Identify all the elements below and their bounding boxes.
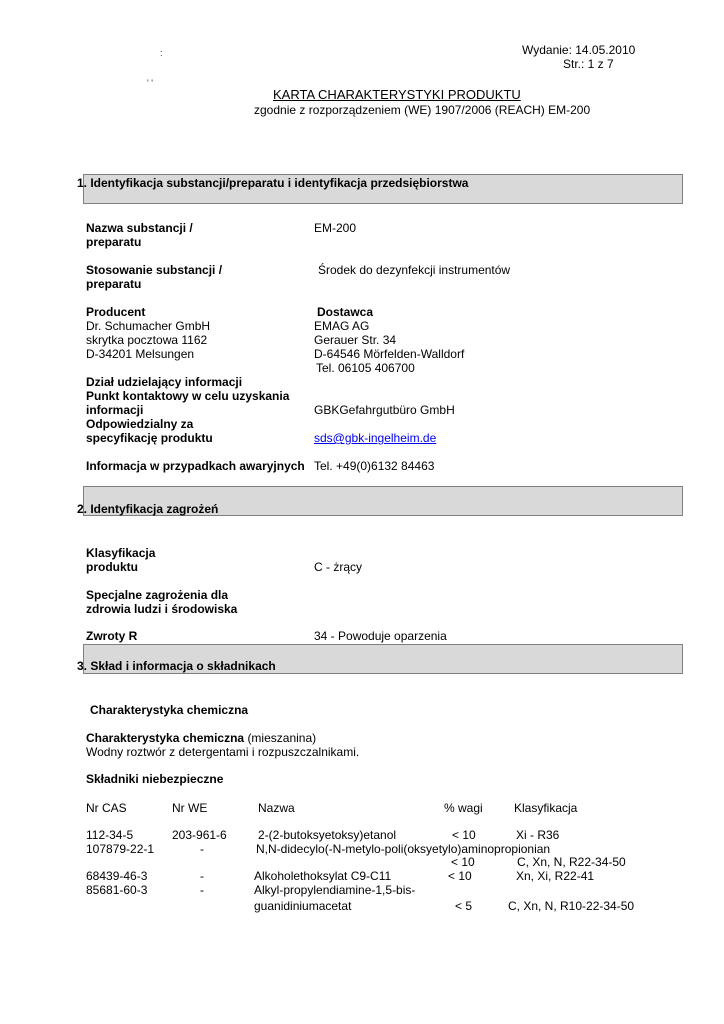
column-header-cas: Nr CAS — [86, 801, 127, 815]
contact-point-label: Punkt kontaktowy w celu uzyskania — [86, 389, 290, 403]
substance-name-label: Nazwa substancji / — [86, 221, 193, 235]
document-title: KARTA CHARAKTERYSTYKI PRODUKTU — [273, 87, 521, 102]
special-hazards-label: Specjalne zagrożenia dla — [86, 588, 229, 602]
column-header-name: Nazwa — [258, 801, 295, 815]
producer-line: Dr. Schumacher GmbH — [86, 319, 211, 333]
section-1-title: 1. Identyfikacja substancji/preparatu i identyfikacja przedsiębiorstwa — [77, 176, 469, 190]
producer-label: Producent — [86, 305, 146, 319]
contact-point-value: GBKGefahrgutbüro GmbH — [314, 403, 455, 417]
column-header-class: Klasyfikacja — [514, 801, 578, 815]
issue-date: Wydanie: 14.05.2010 — [522, 43, 636, 57]
chem-label: Charakterystyka chemiczna — [86, 731, 245, 745]
table-row-name: N,N-didecylo(-N-metylo-poli(oksyetylo)aminopropionian — [256, 842, 551, 856]
table-row-class: C, Xn, N, R10-22-34-50 — [508, 899, 635, 913]
table-row-name: Alkoholethoksylat C9-C11 — [254, 869, 392, 883]
table-row-we: 203-961-6 — [172, 828, 227, 842]
chem-description: Wodny roztwór z detergentami i rozpuszczalnikami. — [86, 745, 360, 759]
table-row-cas: 107879-22-1 — [86, 842, 155, 856]
table-row-class: C, Xn, N, R22-34-50 — [517, 855, 626, 869]
contact-point-label: informacji — [86, 403, 144, 417]
table-row-class: Xi - R36 — [516, 828, 560, 842]
table-row-cas: 85681-60-3 — [86, 883, 148, 897]
document-subtitle: zgodnie z rozporządzeniem (WE) 1907/2006 (REACH) EM-200 — [254, 103, 591, 117]
chem-note: (mieszanina) — [247, 731, 317, 745]
supplier-line: EMAG AG — [314, 319, 370, 333]
r-phrases-value: 34 - Powoduje oparzenia — [314, 629, 447, 643]
producer-line: skrytka pocztowa 1162 — [86, 333, 208, 347]
table-row-we: - — [200, 869, 204, 883]
responsible-email-link[interactable]: sds@gbk-ingelheim.de — [314, 431, 437, 445]
classification-label: produktu — [86, 560, 138, 574]
table-row-name: 2-(2-butoksyetoksy)etanol — [258, 828, 397, 842]
hazardous-heading: Składniki niebezpieczne — [86, 772, 224, 786]
substance-use-label: Stosowanie substancji / — [86, 263, 223, 277]
column-header-we: Nr WE — [172, 801, 208, 815]
supplier-line: D-64546 Mörfelden-Walldorf — [314, 347, 465, 361]
table-row-we: - — [200, 883, 204, 897]
substance-name-label: preparatu — [86, 235, 142, 249]
info-department-label: Dział udzielający informacji — [86, 375, 243, 389]
substance-use-value: Środek do dezynfekcji instrumentów — [318, 263, 511, 277]
chem-characteristics — [86, 731, 316, 745]
table-row-name: Alkyl-propylendiamine-1,5-bis- — [254, 883, 416, 897]
section-3-title: 3. Skład i informacja o składnikach — [77, 659, 276, 673]
table-row-class: Xn, Xi, R22-41 — [516, 869, 595, 883]
supplier-label: Dostawca — [317, 305, 374, 319]
responsible-label: specyfikację produktu — [86, 431, 213, 445]
section-2-title: 2. Identyfikacja zagrożeń — [77, 502, 219, 516]
page-number: Str.: 1 z 7 — [563, 57, 614, 71]
column-header-weight: % wagi — [444, 801, 483, 815]
emergency-value: Tel. +49(0)6132 84463 — [314, 459, 435, 473]
supplier-line: Tel. 06105 406700 — [316, 361, 415, 375]
table-row-weight: < 10 — [451, 855, 475, 869]
chem-heading: Charakterystyka chemiczna — [90, 703, 249, 717]
table-row-weight: < 10 — [452, 828, 476, 842]
responsible-label: Odpowiedzialny za — [86, 417, 194, 431]
classification-value: C - żrący — [314, 560, 362, 574]
table-row-we: - — [200, 842, 204, 856]
emergency-label: Informacja w przypadkach awaryjnych — [86, 459, 305, 473]
r-phrases-label: Zwroty R — [86, 629, 138, 643]
table-row-cas: 112-34-5 — [86, 828, 134, 842]
table-row-cas: 68439-46-3 — [86, 869, 148, 883]
producer-line: D-34201 Melsungen — [86, 347, 195, 361]
table-row-weight: < 10 — [448, 869, 472, 883]
table-row-weight: < 5 — [455, 899, 473, 913]
substance-use-label: preparatu — [86, 277, 142, 291]
table-row-name: guanidiniumacetat — [254, 899, 352, 913]
substance-name-value: EM-200 — [314, 221, 357, 235]
header-mark: ' ' — [147, 78, 153, 88]
special-hazards-label: zdrowia ludzi i środowiska — [86, 602, 238, 616]
classification-label: Klasyfikacja — [86, 546, 156, 560]
header-mark: : — [160, 48, 163, 58]
supplier-line: Gerauer Str. 34 — [314, 333, 397, 347]
